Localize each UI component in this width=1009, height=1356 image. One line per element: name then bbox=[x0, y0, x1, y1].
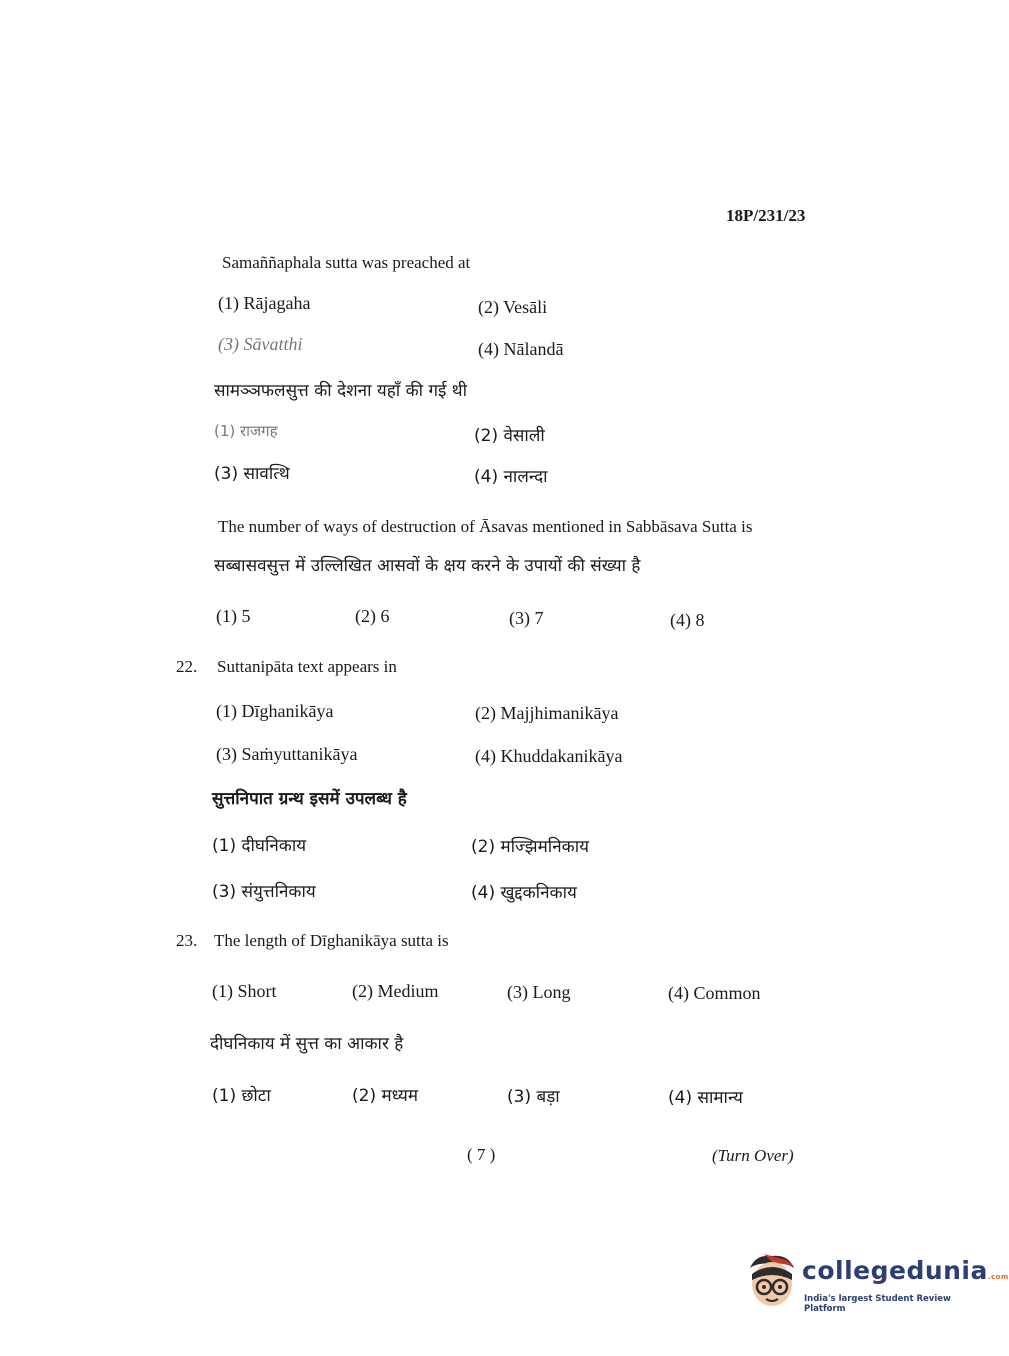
mascot-icon bbox=[742, 1250, 800, 1310]
question-text-hindi: दीघनिकाय में सुत्त का आकार है bbox=[210, 1034, 404, 1054]
option: (3) Sāvatthi bbox=[218, 334, 303, 354]
option: (1) Rājagaha bbox=[218, 293, 311, 313]
question-text: Samaññaphala sutta was preached at bbox=[222, 253, 471, 272]
collegedunia-watermark bbox=[742, 1250, 1009, 1314]
question-text: Suttanipāta text appears in bbox=[217, 657, 397, 676]
brand-tagline: India's largest Student Review Platform bbox=[804, 1294, 951, 1314]
option-hindi: (4) खुद्दकनिकाय bbox=[471, 883, 577, 903]
option-hindi: (1) छोटा bbox=[212, 1086, 271, 1106]
option: (2) 6 bbox=[355, 606, 390, 626]
option: (2) Majjhimanikāya bbox=[475, 703, 619, 723]
option: (3) Long bbox=[507, 982, 571, 1002]
option-hindi: (3) सावत्थि bbox=[214, 464, 290, 484]
option-hindi: (1) दीघनिकाय bbox=[212, 836, 307, 856]
option-hindi: (2) मध्यम bbox=[352, 1086, 419, 1106]
option-hindi: (1) राजगह bbox=[214, 422, 278, 440]
option: (3) 7 bbox=[509, 608, 544, 628]
question-text-hindi: सामञ्ञफलसुत्त की देशना यहाँ की गई थी bbox=[214, 381, 468, 401]
option-hindi: (2) वेसाली bbox=[474, 426, 545, 446]
question-text-hindi: सुत्तनिपात ग्रन्थ इसमें उपलब्ध है bbox=[212, 789, 407, 809]
question-text: The length of Dīghanikāya sutta is bbox=[214, 931, 449, 950]
option: (1) Short bbox=[212, 981, 277, 1001]
option-hindi: (3) बड़ा bbox=[507, 1087, 560, 1107]
brand-name: collegedunia bbox=[802, 1256, 988, 1285]
option: (4) Common bbox=[668, 983, 761, 1003]
option: (4) Khuddakanikāya bbox=[475, 746, 623, 766]
option: (4) 8 bbox=[670, 610, 705, 630]
option: (1) Dīghanikāya bbox=[216, 701, 334, 721]
turn-over-label: (Turn Over) bbox=[712, 1146, 794, 1165]
option: (2) Medium bbox=[352, 981, 439, 1001]
brand-suffix: .com bbox=[987, 1273, 1009, 1281]
option-hindi: (2) मज्झिमनिकाय bbox=[471, 837, 589, 857]
question-text: The number of ways of destruction of Āsavas mentioned in Sabbāsava Sutta is bbox=[218, 517, 753, 536]
option: (3) Saṁyuttanikāya bbox=[216, 744, 358, 764]
option: (4) Nālandā bbox=[478, 339, 564, 359]
option: (1) 5 bbox=[216, 606, 251, 626]
option-hindi: (4) सामान्य bbox=[668, 1088, 743, 1108]
question-number: 22. bbox=[176, 657, 198, 676]
option-hindi: (4) नालन्दा bbox=[474, 467, 548, 487]
option: (2) Vesāli bbox=[478, 297, 548, 317]
paper-code: 18P/231/23 bbox=[726, 206, 806, 225]
question-text-hindi: सब्बासवसुत्त में उल्लिखित आसवों के क्षय करने के उपायों की संख्या है bbox=[214, 556, 641, 576]
option-hindi: (3) संयुत्तनिकाय bbox=[212, 882, 316, 902]
page-number: ( 7 ) bbox=[467, 1145, 496, 1164]
question-number: 23. bbox=[176, 931, 198, 950]
